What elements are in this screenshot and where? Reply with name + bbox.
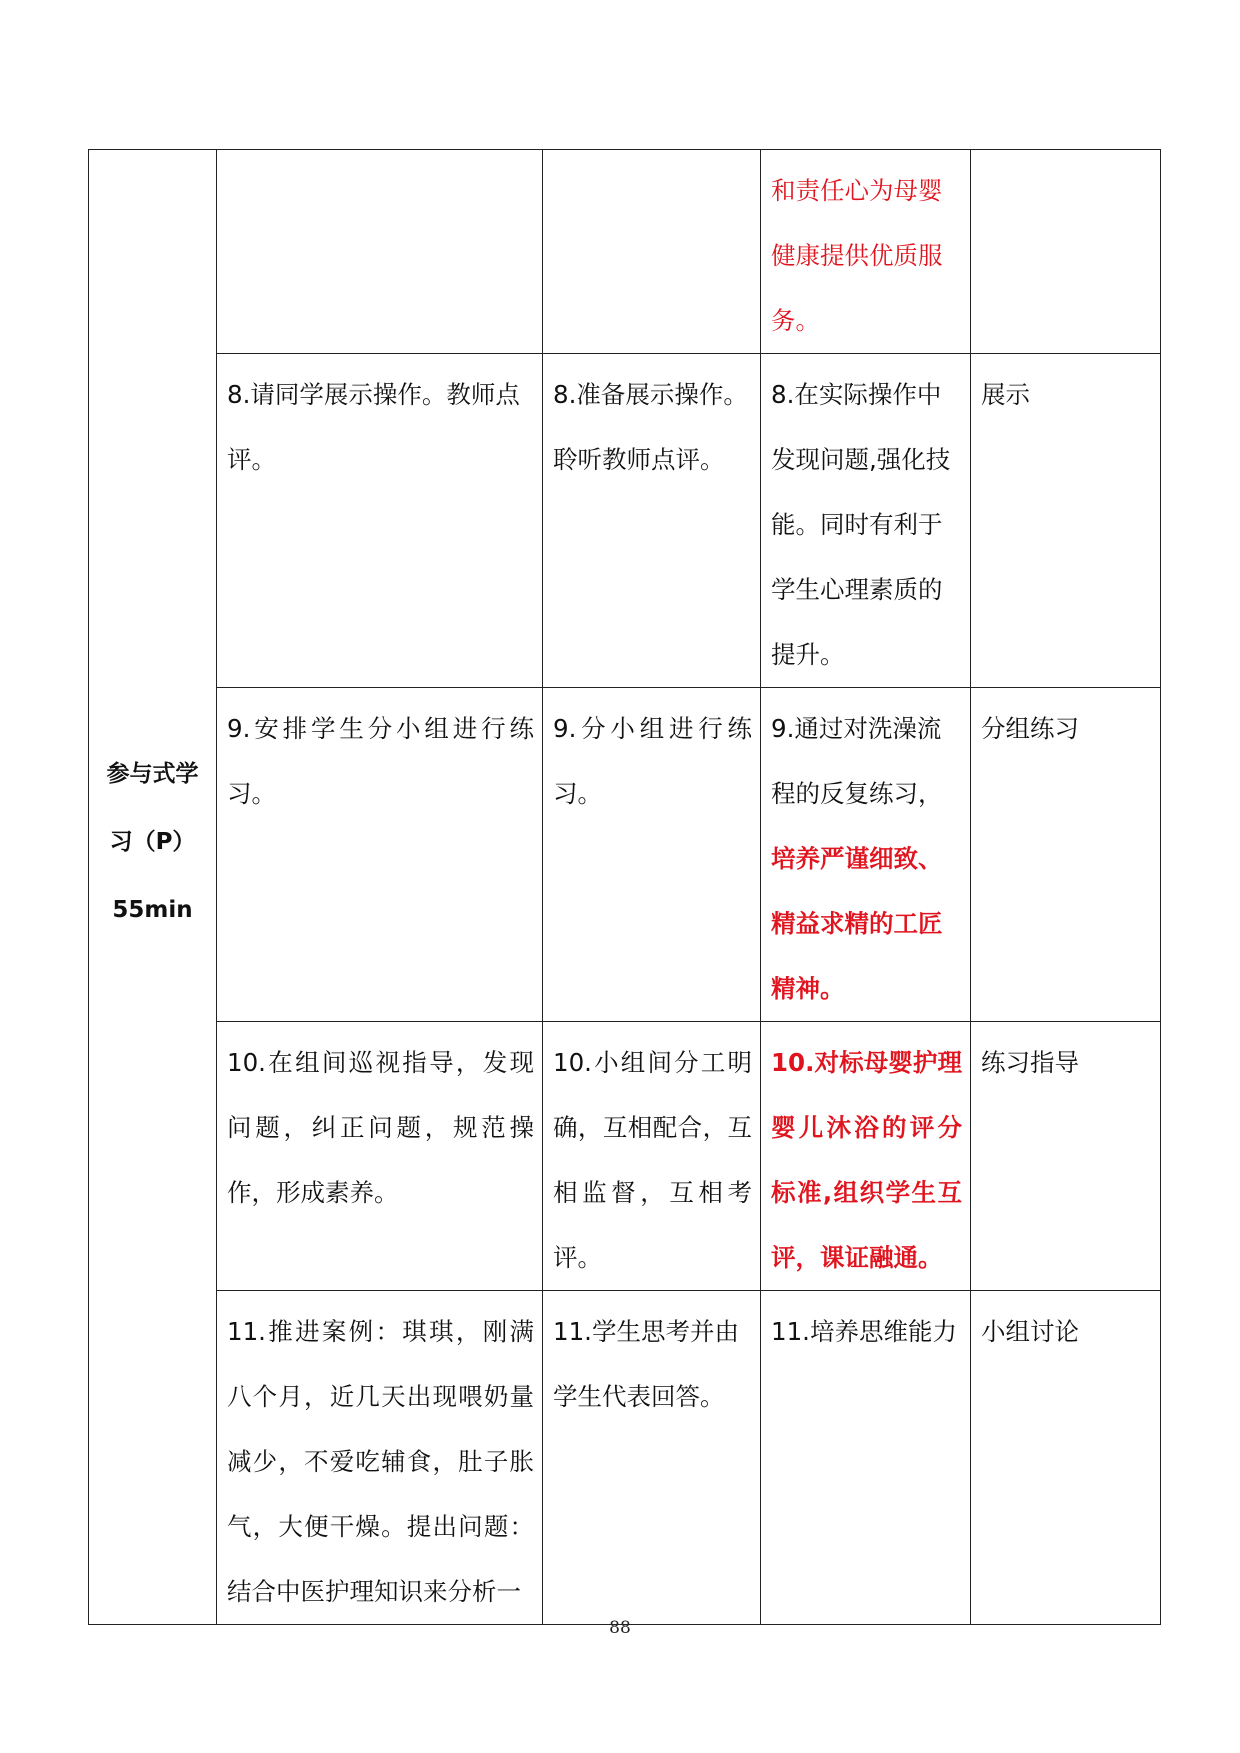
teacher-activity-cell: [217, 354, 543, 688]
student-activity-text: 8.准备展示操作。聆听教师点评。: [553, 380, 748, 474]
student-activity-text: 10.小组间分工明确，互相配合，互相监督，互相考评。: [553, 1048, 752, 1272]
method-cell: [971, 1291, 1161, 1625]
table-row: [89, 354, 1161, 688]
design-intent-text: 9.通过对洗澡流程的反复练习，: [771, 714, 943, 808]
teacher-activity-cell: [217, 150, 543, 354]
student-activity-cell: [543, 688, 761, 1022]
table-row: [89, 1291, 1161, 1625]
student-activity-text: [543, 150, 760, 158]
student-activity-cell: [543, 150, 761, 354]
method-text: 小组讨论: [981, 1317, 1079, 1346]
method-cell: [971, 688, 1161, 1022]
design-intent-highlight: 和责任心为母婴健康提供优质服务。: [771, 176, 943, 335]
student-activity-cell: [543, 1022, 761, 1291]
teacher-activity-cell: [217, 688, 543, 1022]
page-number: 88: [609, 1618, 631, 1638]
stage-label-line2: 习（P）: [109, 829, 196, 855]
design-intent-cell: [761, 688, 971, 1022]
table-row: [89, 150, 1161, 354]
design-intent-highlight: 10.对标母婴护理婴儿沐浴的评分标准,组织学生互评，课证融通。: [771, 1048, 962, 1272]
teacher-activity-text: 11.推进案例：琪琪，刚满八个月，近几天出现喂奶量减少，不爱吃辅食，肚子胀气，大便干燥。提出问题：结合中医护理知识来分析一: [227, 1317, 534, 1606]
student-activity-text: 9.分小组进行练习。: [553, 714, 752, 808]
table-row: [89, 1022, 1161, 1291]
teacher-activity-cell: [217, 1291, 543, 1625]
design-intent-cell: [761, 150, 971, 354]
table-row: [89, 688, 1161, 1022]
stage-cell: [89, 150, 217, 1625]
method-text: [971, 150, 1160, 158]
teacher-activity-text: [217, 150, 542, 158]
student-activity-cell: [543, 1291, 761, 1625]
method-cell: [971, 354, 1161, 688]
design-intent-cell: [761, 1022, 971, 1291]
lesson-plan-table: [88, 149, 1161, 1625]
method-text: 分组练习: [981, 714, 1079, 743]
teacher-activity-text: 9.安排学生分小组进行练习。: [227, 714, 534, 808]
teacher-activity-text: 10.在组间巡视指导，发现问题，纠正问题，规范操作，形成素养。: [227, 1048, 534, 1207]
student-activity-text: 11.学生思考并由学生代表回答。: [553, 1317, 739, 1411]
method-cell: [971, 1022, 1161, 1291]
student-activity-cell: [543, 354, 761, 688]
design-intent-text: 8.在实际操作中发现问题,强化技能。同时有利于学生心理素质的提升。: [771, 380, 951, 669]
teacher-activity-cell: [217, 1022, 543, 1291]
design-intent-cell: [761, 354, 971, 688]
design-intent-text: 11.培养思维能力: [771, 1317, 957, 1346]
method-text: 练习指导: [981, 1048, 1079, 1077]
teacher-activity-text: 8.请同学展示操作。教师点评。: [227, 380, 520, 474]
stage-label-line1: 参与式学: [106, 761, 199, 787]
design-intent-highlight: 培养严谨细致、精益求精的工匠精神。: [771, 844, 943, 1003]
stage-duration: 55min: [112, 897, 193, 923]
method-cell: [971, 150, 1161, 354]
design-intent-cell: [761, 1291, 971, 1625]
method-text: 展示: [981, 380, 1030, 409]
